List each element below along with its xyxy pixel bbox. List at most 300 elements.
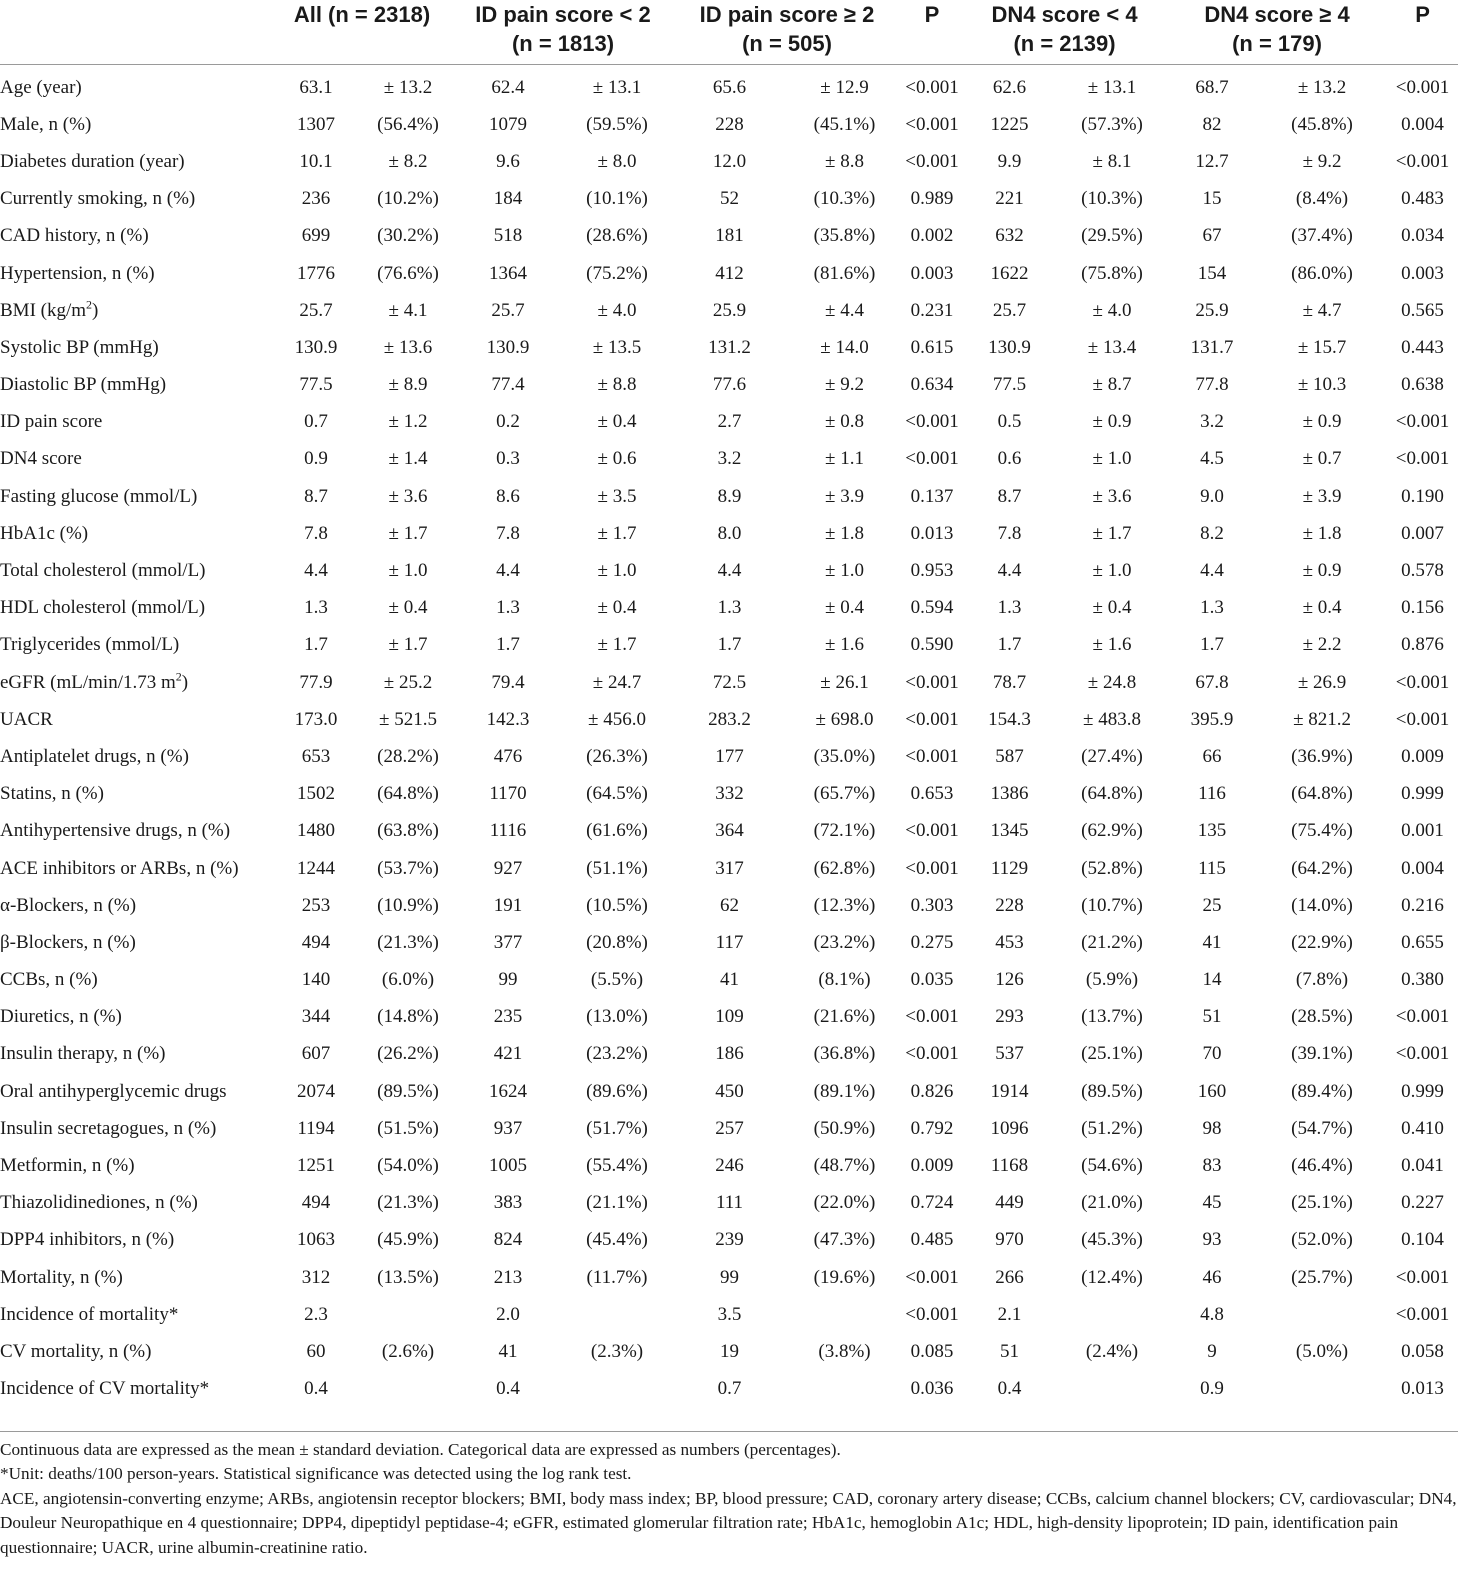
all-spread: (45.9%) (377, 1229, 439, 1251)
dn4-lt4-value: 1168 (990, 1155, 1029, 1177)
all-spread: (76.6%) (377, 262, 439, 284)
dn4-lt4-value: 1345 (990, 820, 1029, 842)
id-lt2-value: 2.0 (496, 1303, 520, 1325)
dn4-ge4-value: 93 (1202, 1229, 1222, 1251)
dn4-p-value: 0.013 (1401, 1378, 1444, 1400)
all-value: 0.4 (304, 1378, 328, 1400)
dn4-p-value: 0.410 (1401, 1117, 1444, 1139)
all-value: 1307 (297, 113, 335, 135)
id-lt2-spread: (45.4%) (586, 1229, 648, 1251)
id-p-value: <0.001 (905, 745, 959, 767)
id-p-value: 0.590 (910, 634, 954, 656)
dn4-p-value: 0.578 (1401, 560, 1444, 582)
dn4-ge4-value: 67 (1202, 225, 1222, 247)
table-row (0, 329, 1458, 366)
id-ge2-spread (787, 1296, 902, 1333)
dn4-ge4-spread: (64.8%) (1291, 783, 1353, 805)
all-value: 1776 (297, 262, 335, 284)
dn4-p-value: 0.443 (1401, 336, 1444, 358)
all-spread: ± 13.2 (383, 76, 433, 98)
id-lt2-spread: ± 1.7 (597, 522, 637, 544)
dn4-lt4-value: 1225 (990, 113, 1029, 135)
table-row (0, 143, 1458, 180)
id-lt2-value: 1116 (489, 820, 527, 842)
header-dn4-lt4: DN4 score < 4 (n = 2139) (991, 2, 1138, 56)
all-spread: ± 1.7 (388, 522, 428, 544)
row-label: Hypertension, n (%) (0, 262, 155, 284)
dn4-ge4-spread: ± 9.2 (1302, 150, 1342, 172)
id-lt2-value: 518 (493, 225, 523, 247)
all-spread: (2.6%) (381, 1340, 435, 1362)
row-label: Currently smoking, n (%) (0, 188, 196, 210)
id-ge2-spread: ± 4.4 (825, 299, 864, 321)
dn4-p-value: 0.638 (1401, 374, 1444, 396)
all-value: 4.4 (304, 560, 328, 582)
all-spread: (64.8%) (377, 783, 439, 805)
dn4-ge4-spread: ± 821.2 (1293, 708, 1351, 730)
id-lt2-value: 4.4 (496, 560, 520, 582)
dn4-ge4-value: 4.5 (1200, 448, 1224, 470)
dn4-lt4-spread: ± 0.4 (1092, 597, 1132, 619)
dn4-ge4-spread: (7.8%) (1295, 969, 1349, 991)
id-lt2-spread: (10.1%) (586, 188, 648, 210)
id-lt2-value: 1.7 (496, 634, 520, 656)
id-p-value: <0.001 (905, 1266, 959, 1288)
all-spread: (56.4%) (377, 113, 439, 135)
all-spread: ± 25.2 (383, 671, 433, 693)
dn4-lt4-spread (1057, 1296, 1167, 1333)
id-p-value: 0.303 (910, 894, 954, 916)
all-spread: (6.0%) (381, 969, 435, 991)
dn4-ge4-value: 115 (1198, 857, 1226, 879)
dn4-lt4-value: 1.7 (997, 634, 1022, 656)
all-value: 253 (301, 894, 331, 916)
all-spread: ± 8.9 (388, 374, 428, 396)
id-ge2-spread: ± 0.4 (825, 597, 864, 619)
row-label: eGFR (mL/min/1.73 $m^2$) (0, 669, 189, 693)
all-spread: ± 521.5 (379, 708, 437, 730)
all-spread: ± 0.4 (388, 597, 428, 619)
dn4-p-value: 0.007 (1401, 522, 1444, 544)
table-row (0, 1222, 1458, 1259)
dn4-lt4-value: 8.7 (997, 485, 1022, 507)
all-value: 236 (301, 188, 331, 210)
id-ge2-spread: (89.1%) (813, 1080, 876, 1102)
id-p-value: 0.792 (910, 1117, 954, 1139)
all-value: 494 (301, 1192, 331, 1214)
dn4-lt4-spread: ± 8.1 (1092, 150, 1132, 172)
dn4-p-value: 0.216 (1401, 894, 1444, 916)
id-ge2-spread: ± 698.0 (815, 708, 874, 730)
dn4-p-value: 0.227 (1401, 1192, 1444, 1214)
dn4-ge4-spread: (25.7%) (1291, 1266, 1353, 1288)
id-ge2-spread: (48.7%) (813, 1155, 876, 1177)
id-p-value: 0.989 (910, 188, 954, 210)
table-row (0, 1371, 1458, 1408)
dn4-ge4-spread (1257, 1371, 1387, 1408)
dn4-ge4-value: 14 (1202, 969, 1222, 991)
id-lt2-value: 1.3 (496, 597, 520, 619)
all-value: 1194 (297, 1117, 335, 1139)
id-p-value: <0.001 (905, 820, 959, 842)
all-spread: ± 1.0 (388, 560, 428, 582)
id-ge2-spread: ± 26.1 (820, 671, 869, 693)
dn4-lt4-value: 293 (995, 1006, 1024, 1028)
id-lt2-value: 191 (493, 894, 523, 916)
dn4-ge4-spread: ± 2.2 (1302, 634, 1342, 656)
id-p-value: 0.953 (910, 560, 954, 582)
dn4-p-value: 0.004 (1401, 857, 1444, 879)
dn4-lt4-spread: ± 3.6 (1092, 485, 1132, 507)
dn4-lt4-value: 1914 (990, 1080, 1029, 1102)
id-lt2-value: 25.7 (491, 299, 525, 321)
dn4-ge4-value: 67.8 (1195, 671, 1229, 693)
table-row (0, 776, 1458, 813)
id-ge2-value: 3.5 (717, 1303, 742, 1325)
id-ge2-spread: (8.1%) (818, 969, 871, 991)
all-value: 77.5 (299, 374, 333, 396)
id-ge2-value: 246 (715, 1155, 744, 1177)
id-lt2-value: 937 (493, 1117, 523, 1139)
dn4-lt4-value: 130.9 (988, 336, 1031, 358)
all-spread: (10.9%) (377, 894, 439, 916)
table-row (0, 813, 1458, 850)
id-lt2-spread: (51.7%) (586, 1117, 648, 1139)
all-value: 653 (301, 745, 331, 767)
dn4-ge4-spread: ± 0.9 (1302, 411, 1342, 433)
dn4-lt4-value: 221 (995, 188, 1024, 210)
dn4-ge4-spread: (37.4%) (1291, 225, 1353, 247)
all-spread: ± 1.4 (388, 448, 428, 470)
all-value: 140 (301, 969, 331, 991)
id-p-value: 0.826 (910, 1080, 954, 1102)
all-spread: ± 3.6 (388, 485, 428, 507)
table-row (0, 515, 1458, 552)
id-ge2-spread: ± 1.6 (825, 634, 864, 656)
dn4-p-value: <0.001 (1395, 448, 1450, 470)
dn4-p-value: <0.001 (1395, 1266, 1450, 1288)
dn4-lt4-value: 7.8 (997, 522, 1022, 544)
table-row (0, 701, 1458, 738)
dn4-lt4-value: 4.4 (997, 560, 1022, 582)
dn4-lt4-spread: (75.8%) (1081, 262, 1143, 284)
dn4-ge4-value: 9.0 (1200, 485, 1224, 507)
all-spread: (53.7%) (377, 857, 439, 879)
dn4-lt4-value: 9.9 (997, 150, 1022, 172)
row-label: Insulin secretagogues, n (%) (0, 1117, 217, 1139)
id-ge2-spread: ± 1.1 (825, 448, 864, 470)
dn4-ge4-spread: (75.4%) (1291, 820, 1353, 842)
dn4-p-value: 0.190 (1401, 485, 1444, 507)
dn4-ge4-value: 77.8 (1195, 374, 1229, 396)
id-ge2-spread: ± 8.8 (825, 150, 864, 172)
all-spread: (13.5%) (377, 1266, 439, 1288)
id-ge2-spread: (12.3%) (813, 894, 876, 916)
dn4-ge4-spread: (39.1%) (1291, 1043, 1353, 1065)
id-lt2-spread: (26.3%) (586, 745, 648, 767)
dn4-lt4-spread: ± 1.0 (1092, 448, 1132, 470)
dn4-p-value: <0.001 (1395, 150, 1450, 172)
dn4-lt4-value: 2.1 (997, 1303, 1022, 1325)
id-ge2-value: 1.3 (717, 597, 742, 619)
dn4-p-value: 0.004 (1401, 113, 1444, 135)
all-value: 607 (301, 1043, 331, 1065)
table-row (0, 1110, 1458, 1147)
id-lt2-spread: (13.0%) (586, 1006, 648, 1028)
table-row (0, 1333, 1458, 1370)
id-ge2-spread: ± 0.8 (825, 411, 864, 433)
id-lt2-value: 0.3 (496, 448, 520, 470)
all-value: 60 (306, 1340, 326, 1362)
dn4-lt4-spread: (21.0%) (1081, 1192, 1143, 1214)
all-spread (362, 1371, 454, 1408)
id-lt2-value: 235 (493, 1006, 523, 1028)
id-ge2-value: 317 (715, 857, 744, 879)
id-ge2-spread: (72.1%) (813, 820, 876, 842)
table-row (0, 924, 1458, 961)
id-p-value: <0.001 (905, 1043, 959, 1065)
id-ge2-spread: (19.6%) (813, 1266, 876, 1288)
dn4-p-value: 0.483 (1401, 188, 1444, 210)
all-spread: (30.2%) (377, 225, 439, 247)
all-value: 0.7 (304, 411, 328, 433)
all-spread: (28.2%) (377, 745, 439, 767)
id-p-value: 0.013 (910, 522, 954, 544)
dn4-lt4-spread: ± 1.0 (1092, 560, 1132, 582)
table-row (0, 738, 1458, 775)
id-p-value: 0.003 (910, 262, 954, 284)
id-lt2-spread: ± 24.7 (592, 671, 642, 693)
header-p-value-1: P (924, 2, 940, 27)
id-ge2-value: 332 (715, 783, 744, 805)
id-ge2-value: 1.7 (717, 634, 742, 656)
table-row (0, 999, 1458, 1036)
dn4-ge4-spread: (22.9%) (1291, 931, 1353, 953)
dn4-lt4-spread: (62.9%) (1081, 820, 1143, 842)
all-value: 2074 (297, 1080, 335, 1102)
id-lt2-value: 1364 (489, 262, 527, 284)
id-ge2-value: 99 (720, 1266, 739, 1288)
table-row (0, 218, 1458, 255)
dn4-lt4-spread: (57.3%) (1081, 113, 1143, 135)
row-label: Mortality, n (%) (0, 1266, 123, 1288)
table-row (0, 850, 1458, 887)
id-ge2-value: 25.9 (712, 299, 747, 321)
dn4-lt4-value: 228 (995, 894, 1024, 916)
row-label: Diastolic BP (mmHg) (0, 374, 167, 396)
all-spread: (63.8%) (377, 820, 439, 842)
dn4-ge4-value: 66 (1202, 745, 1222, 767)
dn4-ge4-spread: (28.5%) (1291, 1006, 1353, 1028)
all-spread: (21.3%) (377, 931, 439, 953)
id-lt2-spread: (23.2%) (586, 1043, 648, 1065)
id-p-value: <0.001 (905, 76, 959, 98)
table-row (0, 627, 1458, 664)
id-ge2-spread: (65.7%) (813, 783, 876, 805)
dn4-ge4-spread: (86.0%) (1291, 262, 1353, 284)
table-row (0, 181, 1458, 218)
id-ge2-value: 8.0 (717, 522, 742, 544)
row-label: Insulin therapy, n (%) (0, 1043, 166, 1065)
dn4-ge4-spread: (89.4%) (1291, 1080, 1353, 1102)
all-spread: ± 4.1 (388, 299, 428, 321)
all-spread: ± 1.2 (388, 411, 428, 433)
id-lt2-spread: ± 1.0 (597, 560, 637, 582)
id-p-value: <0.001 (905, 671, 959, 693)
id-p-value: 0.594 (910, 597, 954, 619)
table-header (0, 0, 1458, 65)
table-row (0, 552, 1458, 589)
dn4-ge4-value: 4.4 (1200, 560, 1224, 582)
id-ge2-spread: (22.0%) (813, 1192, 876, 1214)
table-row (0, 1185, 1458, 1222)
id-lt2-value: 8.6 (496, 485, 520, 507)
dn4-ge4-value: 83 (1202, 1155, 1222, 1177)
dn4-p-value: 0.380 (1401, 969, 1444, 991)
dn4-ge4-value: 4.8 (1200, 1303, 1224, 1325)
id-ge2-value: 62 (720, 894, 739, 916)
dn4-ge4-value: 25.9 (1195, 299, 1229, 321)
dn4-lt4-spread: (27.4%) (1081, 745, 1143, 767)
id-lt2-spread: ± 8.8 (597, 374, 637, 396)
dn4-lt4-value: 632 (995, 225, 1024, 247)
id-lt2-value: 213 (493, 1266, 523, 1288)
all-spread: ± 13.6 (383, 336, 433, 358)
id-ge2-value: 364 (715, 820, 744, 842)
dn4-lt4-spread: ± 24.8 (1087, 671, 1137, 693)
all-spread: ± 8.2 (388, 150, 428, 172)
id-ge2-value: 19 (720, 1340, 739, 1362)
table-row (0, 478, 1458, 515)
id-ge2-spread: ± 3.9 (825, 485, 864, 507)
dn4-ge4-spread: ± 0.4 (1302, 597, 1342, 619)
id-ge2-spread: (62.8%) (813, 857, 876, 879)
dn4-lt4-value: 449 (995, 1192, 1024, 1214)
all-value: 312 (301, 1266, 331, 1288)
dn4-ge4-spread: (64.2%) (1291, 857, 1353, 879)
dn4-ge4-value: 70 (1202, 1043, 1222, 1065)
dn4-ge4-spread: (46.4%) (1291, 1155, 1353, 1177)
id-lt2-value: 142.3 (486, 708, 530, 730)
dn4-p-value: <0.001 (1395, 1303, 1450, 1325)
table-row (0, 367, 1458, 404)
dn4-lt4-value: 0.4 (997, 1378, 1022, 1400)
dn4-ge4-value: 3.2 (1200, 411, 1224, 433)
header-dn4-ge4: DN4 score ≥ 4 (n = 179) (1204, 2, 1350, 56)
row-label: Male, n (%) (0, 113, 92, 135)
id-ge2-spread: (10.3%) (813, 188, 876, 210)
id-lt2-spread (562, 1296, 672, 1333)
table-row (0, 65, 1458, 107)
id-p-value: 0.634 (910, 374, 954, 396)
dn4-lt4-value: 1386 (990, 783, 1029, 805)
dn4-lt4-spread: (5.9%) (1085, 969, 1139, 991)
dn4-p-value: 0.655 (1401, 931, 1444, 953)
dn4-lt4-spread: ± 1.7 (1092, 522, 1132, 544)
dn4-lt4-spread: ± 4.0 (1092, 299, 1132, 321)
all-value: 1251 (297, 1155, 335, 1177)
table-row (0, 1036, 1458, 1073)
id-p-value: <0.001 (905, 1303, 959, 1325)
dn4-lt4-spread: (51.2%) (1081, 1117, 1143, 1139)
dn4-ge4-spread: ± 3.9 (1302, 485, 1342, 507)
id-ge2-value: 186 (715, 1043, 744, 1065)
id-p-value: 0.085 (910, 1340, 954, 1362)
dn4-ge4-spread: (14.0%) (1291, 894, 1353, 916)
dn4-lt4-value: 537 (995, 1043, 1024, 1065)
dn4-lt4-value: 1.3 (997, 597, 1022, 619)
id-lt2-spread: ± 4.0 (597, 299, 637, 321)
dn4-p-value: 0.565 (1401, 299, 1444, 321)
footnote-abbreviations: ACE, angiotensin-converting enzyme; ARBs, angiotensin receptor blockers; BMI, body mass index; BP, blood pressure; CAD, coronary artery disease; CCBs, calcium channel blockers; CV, cardiovascular; DN4, Douleur Neuropathique en 4 questionnaire; DPP4, dipeptidyl peptidase-4; eGFR, estimated glomerular filtration rate; HbA1c, hemoglobin A1c; HDL, high-density lipoprotein; ID pain, identification pain questionnaire; UACR, urine albumin-creatinine ratio. (0, 1488, 1457, 1557)
id-lt2-spread: (28.6%) (586, 225, 648, 247)
id-ge2-value: 412 (715, 262, 744, 284)
id-lt2-value: 1079 (489, 113, 527, 135)
id-ge2-spread: ± 1.8 (825, 522, 864, 544)
id-ge2-spread: (50.9%) (813, 1117, 876, 1139)
dn4-lt4-spread: (13.7%) (1081, 1006, 1143, 1028)
dn4-lt4-spread: ± 8.7 (1092, 374, 1132, 396)
dn4-ge4-value: 1.7 (1200, 634, 1224, 656)
row-label: Systolic BP (mmHg) (0, 336, 159, 358)
id-p-value: 0.724 (910, 1192, 954, 1214)
all-spread: (89.5%) (377, 1080, 439, 1102)
row-label: Incidence of CV mortality* (0, 1378, 210, 1400)
row-label: BMI $(kg/m^2)$ (0, 297, 99, 321)
dn4-lt4-spread: ± 1.6 (1092, 634, 1132, 656)
table-row (0, 1259, 1458, 1296)
dn4-ge4-spread: (8.4%) (1295, 188, 1349, 210)
all-spread (362, 1296, 454, 1333)
all-value: 25.7 (299, 299, 333, 321)
id-ge2-value: 72.5 (712, 671, 747, 693)
id-p-value: 0.485 (910, 1229, 954, 1251)
id-lt2-spread: ± 8.0 (597, 150, 637, 172)
id-lt2-spread: (20.8%) (586, 931, 648, 953)
row-label: Age (year) (0, 76, 82, 98)
row-label: Fasting glucose (mmol/L) (0, 485, 198, 507)
all-value: 1.7 (304, 634, 328, 656)
id-ge2-value: 12.0 (712, 150, 747, 172)
dn4-ge4-spread: ± 1.8 (1302, 522, 1342, 544)
dn4-p-value: 0.034 (1401, 225, 1444, 247)
id-p-value: <0.001 (905, 857, 959, 879)
dn4-ge4-value: 45 (1202, 1192, 1222, 1214)
all-spread: ± 1.7 (388, 634, 428, 656)
dn4-ge4-value: 8.2 (1200, 522, 1224, 544)
dn4-ge4-spread: (54.7%) (1291, 1117, 1353, 1139)
id-ge2-value: 450 (715, 1080, 744, 1102)
row-label: Statins, n (%) (0, 783, 104, 805)
row-label: β-Blockers, n (%) (0, 931, 136, 953)
dn4-ge4-value: 1.3 (1200, 597, 1224, 619)
id-ge2-value: 3.2 (717, 448, 742, 470)
dn4-ge4-spread (1257, 1296, 1387, 1333)
header-all: All (n = 2318) (293, 2, 431, 27)
id-ge2-value: 131.2 (708, 336, 751, 358)
dn4-lt4-spread: (12.4%) (1081, 1266, 1143, 1288)
row-label: UACR (0, 708, 53, 730)
dn4-p-value: <0.001 (1395, 1006, 1450, 1028)
id-lt2-value: 1170 (489, 783, 527, 805)
dn4-ge4-value: 9 (1207, 1340, 1217, 1362)
id-ge2-value: 239 (715, 1229, 744, 1251)
row-label: Total cholesterol (mmol/L) (0, 560, 206, 582)
id-lt2-spread: ± 13.1 (592, 76, 642, 98)
dn4-lt4-spread: ± 13.4 (1087, 336, 1137, 358)
id-p-value: 0.275 (910, 931, 954, 953)
row-label: DN4 score (0, 448, 82, 470)
